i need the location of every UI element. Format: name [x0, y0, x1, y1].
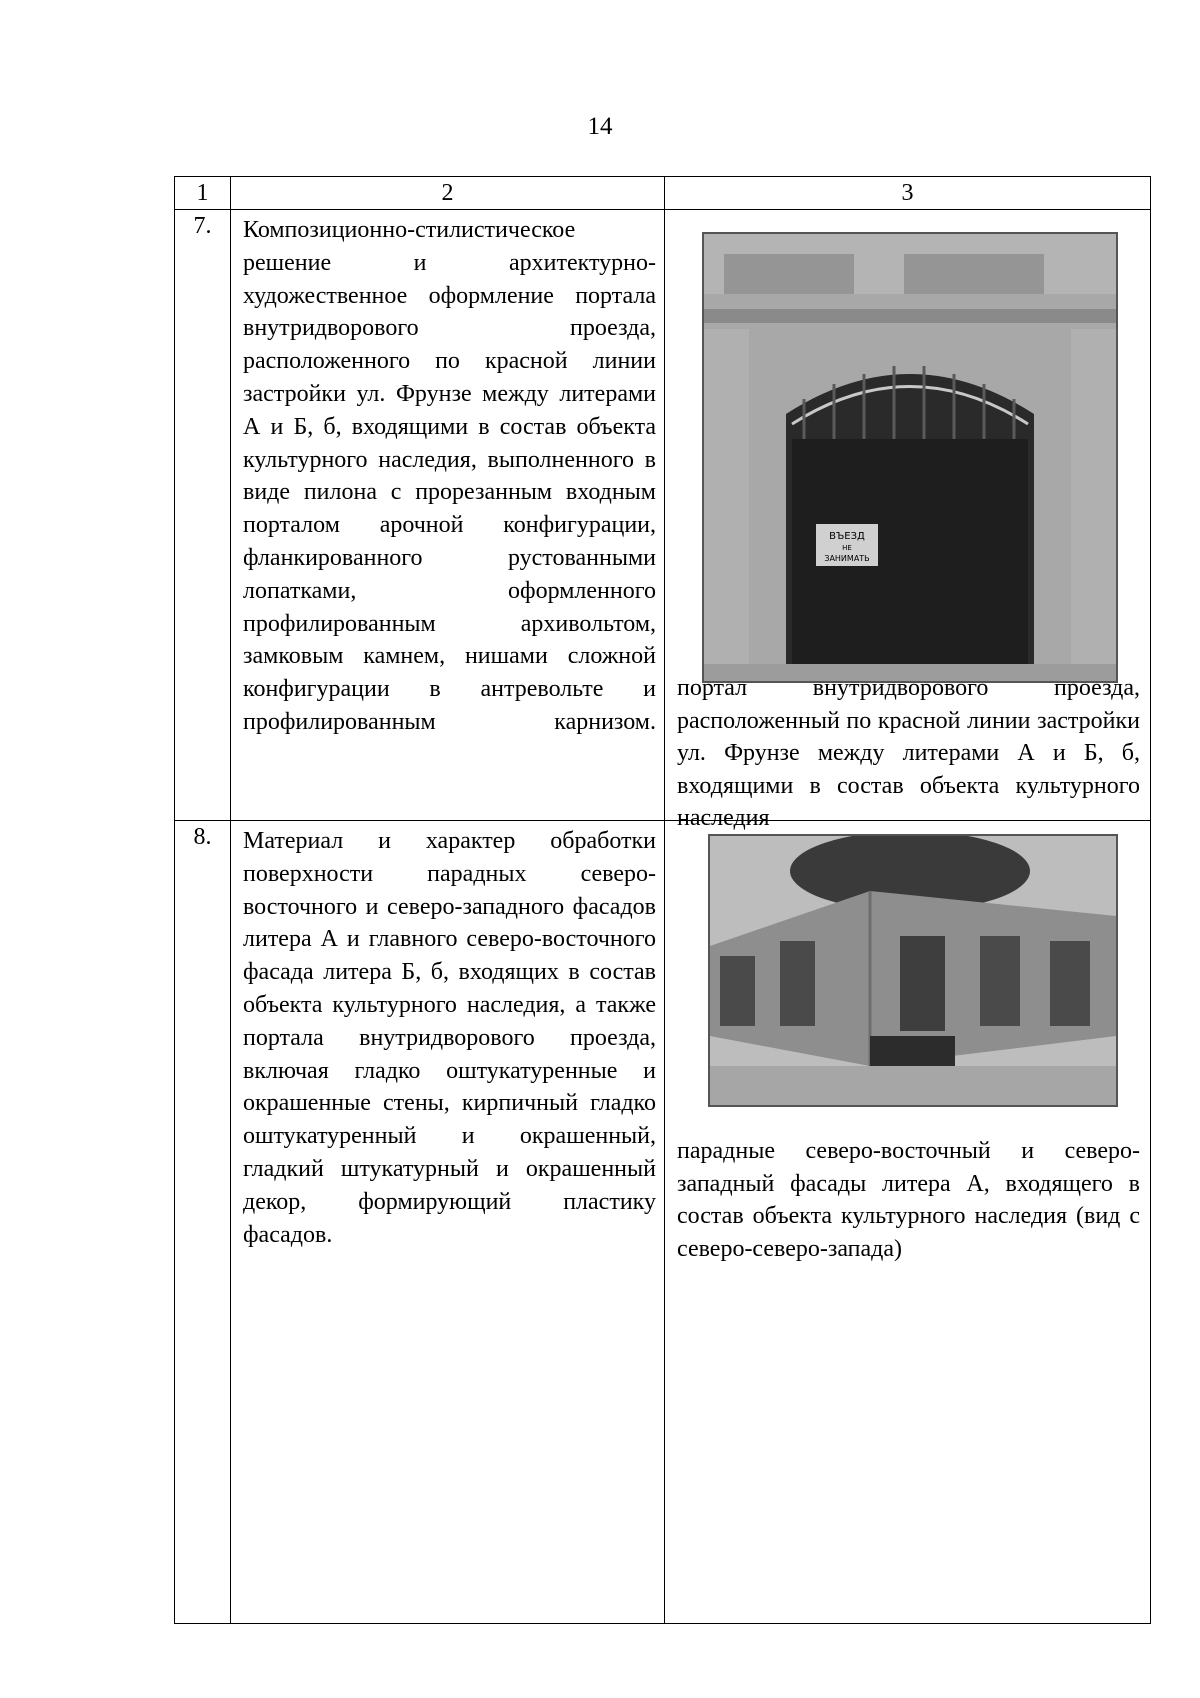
page-number: 14 — [587, 113, 613, 140]
facade-photo — [708, 834, 1118, 1107]
sign-text-2: НЕ — [842, 544, 852, 552]
sign-text-3: ЗАНИМАТЬ — [824, 554, 870, 563]
photo-caption: парадные северо-восточный и северо-западный фасады литера А, входящего в состав объекта культурного наследия (вид с северо-северо-запада) — [677, 1138, 1140, 1262]
table-row — [175, 210, 1151, 821]
row-description: Композиционно-стилистическое решение и архитектурно-художественное оформление портала внутридворового проезда, расположенного по красной линии застройки ул. Фрунзе между литерами А и Б, б, входящими в состав объекта культурного наследия, выполненного в виде пилона с прорезанным входным порталом арочной конфигурации, фланкированного рустованными лопатками, оформленного профилированным архивольтом, замковым камнем, нишами сложной конфигурации в антревольте и профилированным карнизом. — [243, 217, 656, 735]
row-description: Материал и характер обработки поверхности парадных северо-восточного и северо-западного фасадов литера А и главного северо-восточного фасада литера Б, б, входящих в состав объекта культурного наследия, а также портала внутридворового проезда, включая гладко оштукатуренные и окрашенные стены, кирпичный гладко оштукатуренный и окрашенный, гладкий штукатурный и окрашенный декор, формирующий пластику фасадов. — [243, 828, 656, 1248]
portal-photo — [702, 232, 1118, 683]
sign-text-1: ВЪЕЗД — [829, 531, 865, 542]
header-cell-3: 3 — [665, 177, 1151, 210]
table-header-row — [175, 177, 1151, 210]
photo-caption: портал внутридворового проезда, расположенный по красной линии застройки ул. Фрунзе между литерами А и Б, б, входящими в состав объекта культурного наследия — [677, 675, 1140, 831]
heritage-table — [174, 176, 1151, 1624]
row-number: 8. — [175, 821, 231, 1624]
header-cell-1: 1 — [175, 177, 231, 210]
header-cell-2: 2 — [231, 177, 665, 210]
row-number: 7. — [175, 210, 231, 821]
table-row — [175, 821, 1151, 1624]
